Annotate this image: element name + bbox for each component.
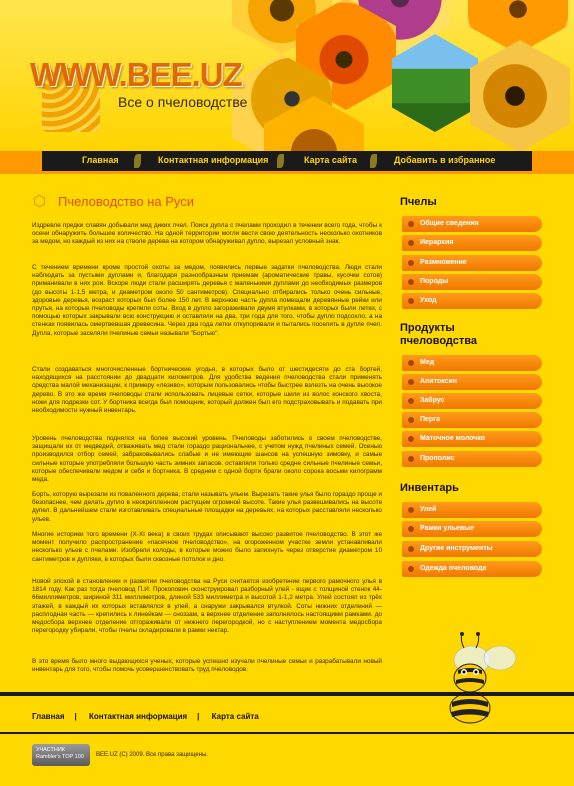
article-paragraph: Борть, которую вырезали из поваленного дерева, стали называть ульем. Вырезать такие улья было гораздо проще и безопаснее, чем делать дупло в неокрепленном растущем огромной высоте. Такие улья развешивались на высоте дупел. В дальнейшем стали изготавливать специальные площадки на деревьях, на которых расставляли несколько ульев. <box>32 491 382 523</box>
sidebar-item-general[interactable] <box>402 216 542 232</box>
article-paragraph: Уровень пчеловодства поднялся на более высокий уровень. Пчеловоды заботились о своем пчеловодстве, защищали их от медведей, отваживать мед стали гораздо рациональнее, с учетом нужд пчелиных семей. Осенью производился отбор семей, забраковывались слабые и не имеющие шансов на успешную зимовку, и самые сильные которые употребляли большую часть зимних запасов. оставляли только средне сильные пчелиные семьи, которые обеспечивали медом и себя и бортника. В среднем с одной борти брали около сорока восьми килограмм меда. <box>32 435 382 484</box>
bullet-icon <box>408 240 414 246</box>
footer-separator: | <box>197 712 200 721</box>
article-paragraph: Новой эпохой в становлении и развитии пчеловодства на Руси считается изобретение первого рамочного улья в 1814 году. Как раз тогда пчеловод П.И. Прокопович сконструировал разборный улей - ящик с толщиной стенок 44-66миллиметров, шириной 311 миллиметров, длиной 533 миллиметра и высотой 1-1,2 метра. Улей состоял из трёх этажей, в каждый их которых вставлялся в улей, а снаружи закрывался втулкой. Соты нижних отделений — расплодная часть — крепились к линейкам — сноззам, а верхнее отделение заполнялось настоящими рамками. до медосбора верхнее отделение отгораживали от нижнего перегородкой, но с наступлением момента медосбора перегородку убирали, чтобы пчелы складировали в рамки нектар. <box>32 578 382 635</box>
bullet-icon <box>408 436 414 442</box>
bullet-icon <box>408 221 414 227</box>
bullet-icon <box>408 417 414 423</box>
sidebar-item-label: Маточное молочко <box>420 435 486 442</box>
footer-rule <box>0 732 574 734</box>
site-logo[interactable]: WWW.BEE.UZ <box>30 56 242 93</box>
honeycomb-icon: ⬡ <box>33 193 47 210</box>
copyright-text: BEE.UZ (C) 2009. Все права защищены. <box>96 752 208 758</box>
sidebar-item-label: Мед <box>420 359 435 366</box>
nav-home[interactable]: Главная <box>82 155 119 165</box>
sidebar-item-zabrus[interactable] <box>402 393 542 409</box>
nav-accent-right <box>532 151 574 174</box>
bullet-icon <box>408 260 414 266</box>
page-title: Пчеловодство на Руси <box>58 194 195 209</box>
sidebar-item-label: Иерархия <box>420 239 454 246</box>
sidebar-item-label: Прополис <box>420 455 455 462</box>
header <box>0 0 574 151</box>
sidebar-item-propolis[interactable] <box>402 451 542 467</box>
article-paragraph: Многие историки того времени (Х-ХI века) в своих трудах описывают высоко развитое пчеловодство. В этот же момент получило распространение «пасечное пчеловодство», на огороженном участке земли устанавливали несколько ульев с пчелами. Изобрели колоды, в которые можно было запихнуть через отверстие диаметром 10 сантиметров и дупляки, в которых были сквозные потолок и дно. <box>32 531 382 563</box>
article-paragraph: Стали создаваться многочисленные бортнические угодья, в которых было от шестидесяти до ста бортей, находящихся на расстоянии до двадцати километров. Для удобства ведения пчеловодства стали применять средства малой механизации, к примеру «лезиво», которым пользовались чтобы быстрее взлезть на очень высокое дерево. В это же время пчеловоды стали использовать лицевые сетки, которые шили из волос конского хвоста, ножи для подрезки сот. У бортника всегда был помощник, который должен был его подстраховывать и подавать при необходимости нужный инвентарь. <box>32 366 382 415</box>
sidebar-item-tools[interactable] <box>402 541 542 557</box>
sidebar-item-label: Улей <box>420 506 437 513</box>
sidebar-item-label: Общие сведения <box>420 220 479 227</box>
sidebar-item-label: Уход <box>420 297 437 304</box>
bullet-icon <box>408 546 414 552</box>
bullet-icon <box>408 379 414 385</box>
top-nav <box>0 151 574 174</box>
sidebar-item-royal-jelly[interactable] <box>402 431 542 447</box>
sidebar-item-care[interactable] <box>402 293 542 309</box>
leaf-icon <box>134 154 141 168</box>
leaf-icon <box>370 154 377 168</box>
sidebar-item-hierarchy[interactable] <box>402 235 542 251</box>
sidebar-item-label: Рамки ульевые <box>420 525 475 532</box>
sidebar-item-label: Апитоксин <box>420 378 458 385</box>
rambler-top100-badge[interactable]: УЧАСТНИК Rambler's TOP 100 <box>32 744 90 766</box>
sidebar-item-label: Одежда пчеловода <box>420 565 487 572</box>
sidebar-heading-bees: Пчелы <box>400 196 437 208</box>
bee-closeup-photo <box>470 40 570 151</box>
bullet-icon <box>408 526 414 532</box>
bullet-icon <box>408 298 414 304</box>
sidebar-item-label: Другие инструменты <box>420 545 493 552</box>
bullet-icon <box>408 456 414 462</box>
footer-link-sitemap[interactable]: Карта сайта <box>211 712 259 721</box>
sidebar-item-honey[interactable] <box>402 355 542 371</box>
bullet-icon <box>408 279 414 285</box>
sidebar-item-label: Забрус <box>420 397 445 404</box>
sidebar-heading-products: Продукты пчеловодства <box>400 322 477 347</box>
bullet-icon <box>408 398 414 404</box>
sidebar-item-perga[interactable] <box>402 412 542 428</box>
bullet-icon <box>408 507 414 513</box>
footer-nav <box>32 712 269 721</box>
sidebar-item-clothing[interactable] <box>402 561 542 577</box>
sidebar-item-label: Перга <box>420 416 441 423</box>
sidebar-item-breeding[interactable] <box>402 255 542 271</box>
sidebar-item-label: Размножение <box>420 259 467 266</box>
nav-contacts[interactable]: Контактная информация <box>158 155 269 165</box>
nav-sitemap[interactable]: Карта сайта <box>304 155 357 165</box>
sidebar-item-frames[interactable] <box>402 521 542 537</box>
bullet-icon <box>408 360 414 366</box>
sidebar-item-breeds[interactable] <box>402 274 542 290</box>
nav-accent-left <box>0 151 42 174</box>
sidebar-heading-inventory: Инвентарь <box>400 482 459 494</box>
bullet-icon <box>408 566 414 572</box>
site-tagline: Все о пчеловодстве <box>118 94 248 110</box>
footer-link-contacts[interactable]: Контактная информация <box>89 712 188 721</box>
footer-separator: | <box>74 712 77 721</box>
footer-divider <box>0 692 574 696</box>
sidebar-item-hive[interactable] <box>402 502 542 518</box>
article-paragraph: С течением времени кроме простой охоты за медом, появились первые задатки пчеловодства. Люди стали наблюдать за пустыми дуплами и, благодаря разнообразным приемам (ароматические травы, кусочки сотов) приманивали в них рои. Вскоре люди стали расширять деревья с маленькими дуплами до необходимых размеров (до высоты 1-1,5 метра, и диаметром около 50 сантиметров). Специально отбирались только очень сильные, здоровые деревья, возраст которых был более 150 лет. В верхнюю часть дупла помещали деревянные рейки или прутья, на которые пчеловоды крепили соты. Вход в дупло загораживали двумя втулками, в которых были летки, с помощью которых закрывали всю конструкцию и оставляли на два, три года для того, чтобы дупло подсохло, а на стенках появилась омертвевшая древесина. Через два года летки откупоривали и пытались поселить в дупле пчел. Дупла, которые заселяли пчелиные семьи называли "Бортью". <box>32 264 382 337</box>
leaf-icon <box>277 154 284 168</box>
nav-bookmark[interactable]: Добавить в избранное <box>394 155 496 165</box>
article-paragraph: Издревле предки славян добывали мед диких пчел. Поиск дупла с пчелами проходил в течении всего года, чтобы к осени обнаружить большее количество. На одной территории могли вести свою деятельность несколько охотников за медом, но каждый из них на стволе дерева на котором обнаруживал дупло, вырезал условный знак. <box>32 222 382 246</box>
bee-mascot-illustration <box>430 630 550 725</box>
article-paragraph: В это время было много выдающихся ученых, которые успешно изучали пчелиные семьи и разрабатывали новый инвентарь для того, чтобы помочь усовершенствовать труд пчеловодов. <box>32 658 382 674</box>
footer-link-home[interactable]: Главная <box>32 712 65 721</box>
sidebar-item-label: Породы <box>420 278 449 285</box>
sidebar-item-apitoxin[interactable] <box>402 374 542 390</box>
